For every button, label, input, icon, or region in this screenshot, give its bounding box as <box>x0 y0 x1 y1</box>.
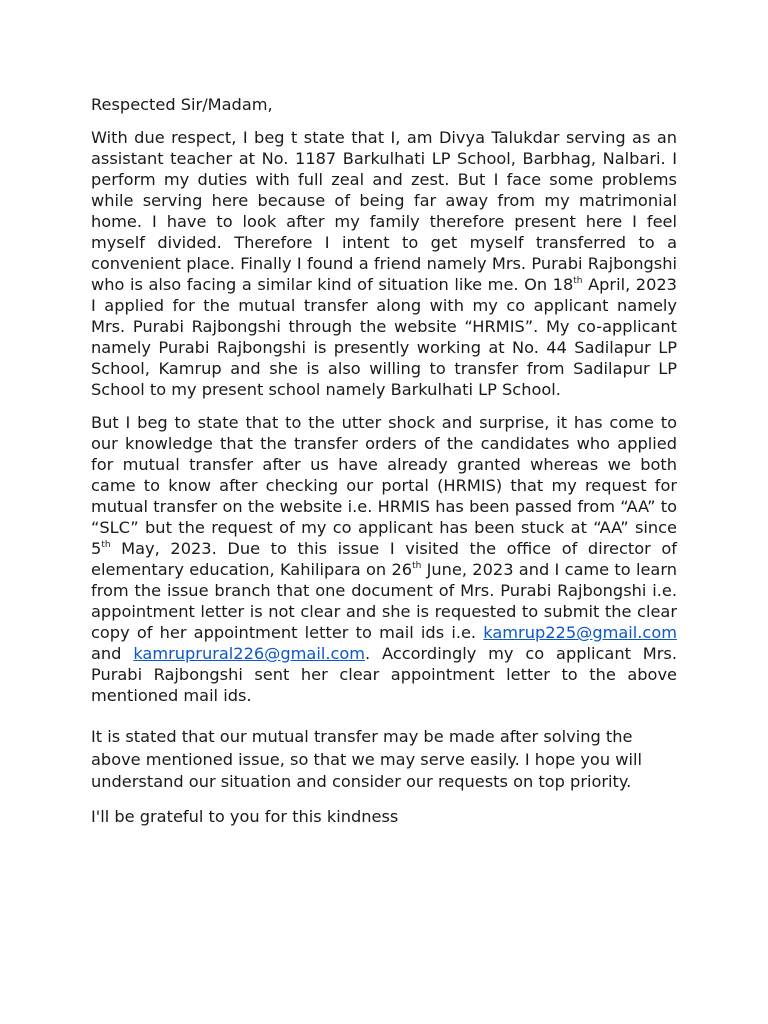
email-link-kamruprural226[interactable]: kamruprural226@gmail.com <box>133 644 366 663</box>
email-link-kamrup225[interactable]: kamrup225@gmail.com <box>483 623 677 642</box>
ordinal-suffix: th <box>412 561 422 571</box>
closing-line: I'll be grateful to you for this kindness <box>91 806 399 826</box>
paragraph-1-text-b: April, 2023 I applied for the mutual transfer along with my co applicant namely Mrs. Purabi Rajbongshi through the website “HRMIS”. My co-applicant namely Purabi Rajbongshi is presently working at No. 44 Sadilapur LP School, Kamrup and she is also willing to transfer from Sadilapur LP School to my present school namely Barkulhati LP School. <box>91 275 677 399</box>
paragraph-3: It is stated that our mutual transfer may be made after solving the above mentioned issue, so that we may serve easily. I hope you will understand our situation and consider our requests on top priority. <box>91 727 642 791</box>
letter-document <box>91 94 677 827</box>
paragraph-2-text-e: . Accordingly my co applicant Mrs. Purabi Rajbongshi sent her clear appointment letter to the above mentioned mail ids. <box>91 644 677 705</box>
paragraph-1-text-a: With due respect, I beg t state that I, am Divya Talukdar serving as an assistant teacher at No. 1187 Barkulhati LP School, Barbhag, Nalbari. I perform my duties with full zeal and zest. But I face some problems while serving here because of being far away from my matrimonial home. I have to look after my family therefore present here I feel myself divided. Therefore I intent to get myself transferred to a convenient place. Finally I found a friend namely Mrs. Purabi Rajbongshi who is also facing a similar kind of situation like me. On 18 <box>91 128 677 294</box>
paragraph-2 <box>91 412 677 706</box>
paragraph-2-text-b: May, 2023. Due to this issue I visited the office of director of elementary education, Kahilipara on 26 <box>91 539 677 579</box>
paragraph-2-text-d: and <box>91 644 134 663</box>
ordinal-suffix: th <box>573 276 583 286</box>
paragraph-1 <box>91 127 677 400</box>
paragraph-2-text-c: June, 2023 and I came to learn from the issue branch that one document of Mrs. Purabi Rajbongshi i.e. appointment letter is not clear and she is requested to submit the clear copy of her appointment letter to mail ids i.e. <box>91 560 677 642</box>
paragraph-2-text-a: But I beg to state that to the utter shock and surprise, it has come to our knowledge that the transfer orders of the candidates who applied for mutual transfer after us have already granted whereas we both came to know after checking our portal (HRMIS) that my request for mutual transfer on the website i.e. HRMIS has been passed from “AA” to “SLC” but the request of my co applicant has been stuck at “AA” since 5 <box>91 413 677 558</box>
salutation: Respected Sir/Madam, <box>91 95 273 114</box>
ordinal-suffix: th <box>101 540 111 550</box>
